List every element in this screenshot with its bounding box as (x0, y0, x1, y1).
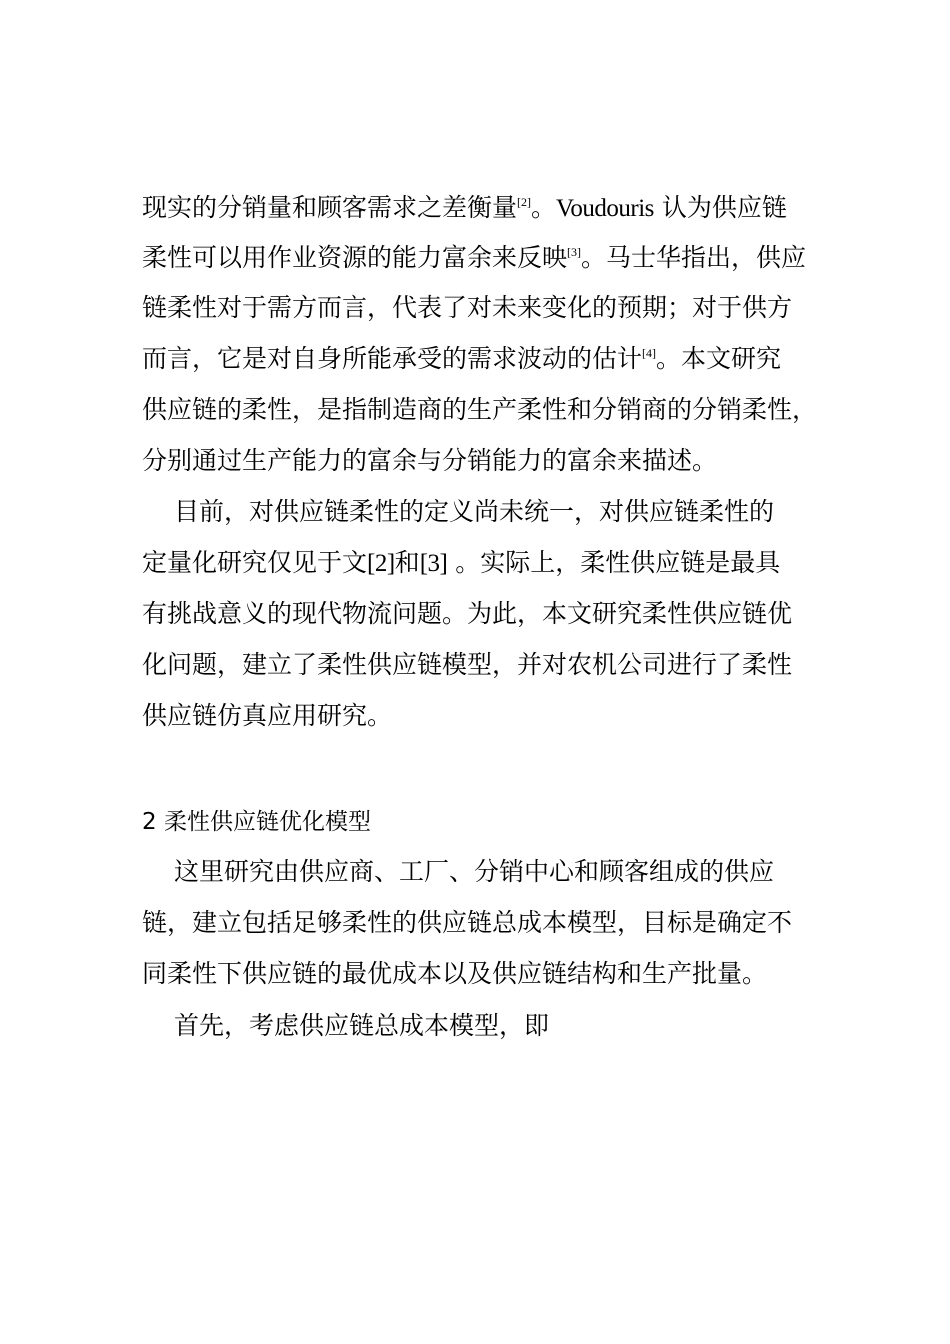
author-name: Voudouris (556, 195, 654, 222)
text: 。 (531, 193, 557, 222)
paragraph3-line2: 链，建立包括足够柔性的供应链总成本模型，目标是确定不 (142, 908, 793, 937)
paragraph2-line3: 有挑战意义的现代物流问题。为此，本文研究柔性供应链优 (142, 599, 793, 628)
text: 而言，它是对自身所能承受的需求波动的估计 (142, 344, 643, 373)
paragraph2-line1: 目前，对供应链柔性的定义尚未统一，对供应链柔性的 (174, 497, 775, 526)
paragraph3-line3: 同柔性下供应链的最优成本以及供应链结构和生产批量。 (142, 959, 768, 988)
citation-ref: [3] (419, 550, 448, 577)
paragraph2-line5: 供应链仿真应用研究。 (142, 701, 393, 730)
paragraph1-line3: 链柔性对于需方而言，代表了对未来变化的预期；对于供方 (142, 293, 793, 322)
text: 。马士华指出，供应 (581, 243, 807, 272)
text: 和 (394, 548, 420, 577)
citation-ref: [2] (517, 195, 532, 209)
paragraph1-line2 (142, 238, 842, 278)
paragraph2-line2 (142, 543, 842, 583)
section-heading: 2 柔性供应链优化模型 (142, 809, 371, 835)
citation-ref: [2] (367, 550, 395, 577)
text: 。本文研究 (656, 344, 782, 373)
text: 定量化研究仅见于文 (142, 548, 368, 577)
paragraph3-line1: 这里研究由供应商、工厂、分销中心和顾客组成的供应 (174, 857, 775, 886)
paragraph1-line4 (142, 339, 842, 379)
citation-ref: [3] (567, 245, 582, 259)
citation-ref: [4] (642, 346, 657, 360)
text: 柔性可以用作业资源的能力富余来反映 (142, 243, 568, 272)
text: 。实际上，柔性供应链是最具 (447, 548, 781, 577)
paragraph1-line1 (142, 188, 842, 228)
text: 现实的分销量和顾客需求之差衡量 (142, 193, 518, 222)
text: 认为供应链 (653, 193, 787, 222)
paragraph4-line1: 首先，考虑供应链总成本模型，即 (174, 1011, 550, 1040)
paragraph1-line6: 分别通过生产能力的富余与分销能力的富余来描述。 (142, 446, 718, 475)
paragraph1-line5: 供应链的柔性，是指制造商的生产柔性和分销商的分销柔性， (142, 395, 818, 424)
paragraph2-line4: 化问题，建立了柔性供应链模型，并对农机公司进行了柔性 (142, 650, 793, 679)
